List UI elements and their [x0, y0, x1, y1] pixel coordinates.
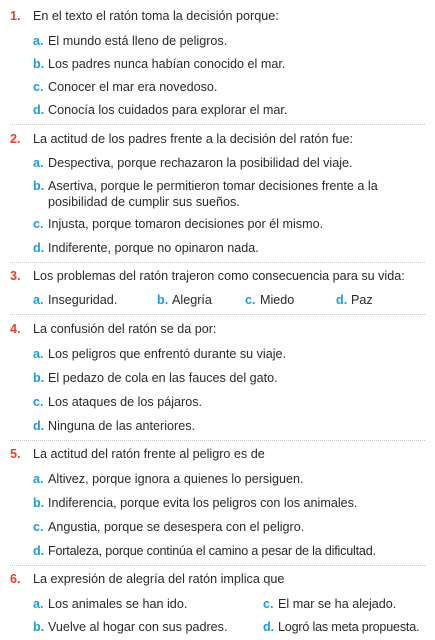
option-text: Indiferente, porque no opinaron nada.	[48, 241, 259, 255]
question-3-option-b[interactable]	[157, 293, 242, 309]
question-2-number: 2.	[10, 132, 21, 146]
question-2-option-b[interactable]	[33, 179, 423, 210]
question-2-option-c[interactable]	[33, 217, 418, 233]
option-letter: a.	[33, 347, 44, 361]
option-text: Asertiva, porque le permitieron tomar decisiones frente a la posibilidad de cumplir sus sueños.	[48, 179, 378, 209]
option-text: Los animales se han ido.	[48, 597, 188, 611]
option-letter: c.	[33, 217, 44, 231]
question-4-option-d[interactable]	[33, 419, 418, 435]
question-5-option-d[interactable]	[33, 544, 428, 560]
question-divider	[10, 314, 425, 315]
question-5-option-b[interactable]	[33, 496, 420, 512]
option-text: Altivez, porque ignora a quienes lo persiguen.	[48, 472, 304, 486]
question-3-option-a[interactable]	[33, 293, 138, 309]
option-text: Inseguridad.	[48, 293, 118, 307]
question-1-option-a[interactable]	[33, 34, 418, 50]
option-text: Los ataques de los pájaros.	[48, 395, 203, 409]
question-5-text: La actitud del ratón frente al peligro es de	[33, 447, 265, 461]
option-letter: c.	[33, 80, 44, 94]
option-letter: a.	[33, 472, 44, 486]
question-1-number: 1.	[10, 9, 21, 23]
option-letter: b.	[157, 293, 169, 307]
option-letter: c.	[263, 597, 274, 611]
question-4-number: 4.	[10, 322, 21, 336]
question-divider	[10, 124, 425, 125]
question-3-option-d[interactable]	[336, 293, 401, 309]
question-divider	[10, 440, 425, 441]
question-1-text: En el texto el ratón toma la decisión porque:	[33, 9, 279, 23]
option-text: Injusta, porque tomaron decisiones por él mismo.	[48, 217, 324, 231]
question-4-option-a[interactable]	[33, 347, 418, 363]
question-6-option-b[interactable]	[33, 620, 268, 636]
option-text: Despectiva, porque rechazaron la posibilidad del viaje.	[48, 156, 353, 170]
option-letter: a.	[33, 156, 44, 170]
option-letter: b.	[33, 371, 45, 385]
option-text: El pedazo de cola en las fauces del gato.	[48, 371, 278, 385]
question-5-number: 5.	[10, 447, 21, 461]
question-4-option-c[interactable]	[33, 395, 418, 411]
question-4-option-b[interactable]	[33, 371, 418, 387]
question-1-option-c[interactable]	[33, 80, 418, 96]
option-letter: d.	[33, 241, 45, 255]
question-1-option-b[interactable]	[33, 57, 418, 73]
question-5-option-a[interactable]	[33, 472, 420, 488]
option-text: Los padres nunca habían conocido el mar.	[48, 57, 286, 71]
option-letter: c.	[33, 395, 44, 409]
question-1-option-d[interactable]	[33, 103, 418, 119]
option-letter: d.	[33, 419, 45, 433]
option-letter: d.	[33, 103, 45, 117]
option-letter: b.	[33, 57, 45, 71]
option-text: Miedo	[260, 293, 295, 307]
option-text: Conocer el mar era novedoso.	[48, 80, 218, 94]
option-text: Angustia, porque se desespera con el peligro.	[48, 520, 305, 534]
option-text: Ninguna de las anteriores.	[48, 419, 196, 433]
option-text: Vuelve al hogar con sus padres.	[48, 620, 228, 634]
question-5-option-c[interactable]	[33, 520, 420, 536]
option-text: Logró las meta propuesta.	[278, 620, 420, 634]
option-letter: c.	[245, 293, 256, 307]
option-letter: b.	[33, 496, 45, 510]
question-2-option-a[interactable]	[33, 156, 418, 172]
question-6-number: 6.	[10, 572, 21, 586]
option-letter: a.	[33, 293, 44, 307]
option-text: Paz	[351, 293, 373, 307]
option-text: Indiferencia, porque evita los peligros con los animales.	[48, 496, 358, 510]
option-text: Fortaleza, porque continúa el camino a pesar de la dificultad.	[48, 544, 376, 558]
question-6-option-d[interactable]	[263, 620, 428, 636]
option-letter: b.	[33, 620, 45, 634]
question-3-number: 3.	[10, 269, 21, 283]
question-6-option-c[interactable]	[263, 597, 428, 613]
option-text: El mar se ha alejado.	[278, 597, 397, 611]
option-letter: c.	[33, 520, 44, 534]
question-2-text: La actitud de los padres frente a la decisión del ratón fue:	[33, 132, 353, 146]
option-letter: b.	[33, 179, 45, 193]
option-text: Alegría	[172, 293, 212, 307]
question-6-text: La expresión de alegría del ratón implica que	[33, 572, 285, 586]
option-letter: d.	[33, 544, 44, 558]
option-letter: a.	[33, 34, 44, 48]
option-text: Los peligros que enfrentó durante su viaje.	[48, 347, 287, 361]
question-divider	[10, 262, 425, 263]
question-divider	[10, 565, 425, 566]
option-letter: a.	[33, 597, 44, 611]
question-3-option-c[interactable]	[245, 293, 320, 309]
question-2-option-d[interactable]	[33, 241, 418, 257]
option-letter: d.	[336, 293, 348, 307]
question-3-text: Los problemas del ratón trajeron como consecuencia para su vida:	[33, 269, 405, 283]
question-6-option-a[interactable]	[33, 597, 248, 613]
option-text: Conocía los cuidados para explorar el mar.	[48, 103, 288, 117]
option-letter: d.	[263, 620, 274, 634]
option-text: El mundo está lleno de peligros.	[48, 34, 228, 48]
question-4-text: La confusión del ratón se da por:	[33, 322, 217, 336]
